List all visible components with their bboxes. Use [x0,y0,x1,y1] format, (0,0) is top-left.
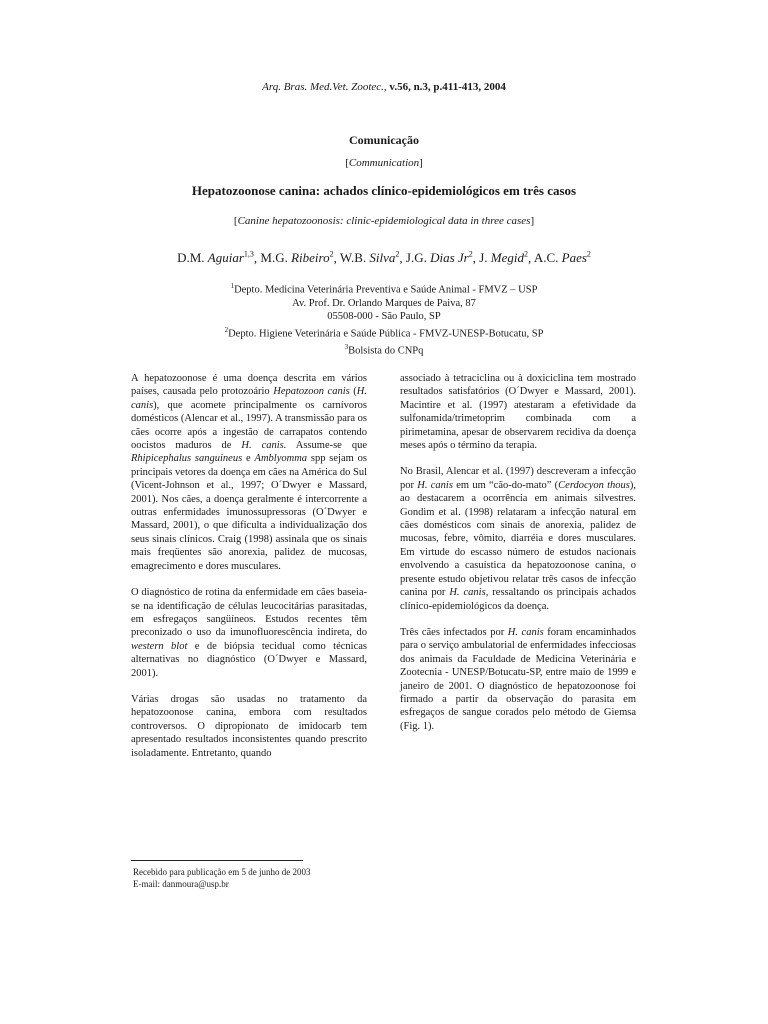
affiliation-line: Av. Prof. Dr. Orlando Marques de Paiva, 87 [292,297,476,309]
author: A.C. Paes$^2$ [533,250,591,266]
author: D.M. Aguiar$^{1,3}$ [177,250,254,266]
body-column-right [400,372,636,746]
paragraph: associado à tetraciclina ou à doxiciclina tem mostrado resultados satisfatórios (O´Dwyer e Massard, 2001). Macintire et al. (1997) atestaram a efetividade da sulfonamida/trimetoprim combinada com a pirimetamina, apesar de observarem recidiva da doença meses após o término da terapia. [400,373,636,452]
paragraph: O diagnóstico de rotina da enfermidade em cães baseia-se na identificação de células leucocitárias parasitadas, em esfregaços sangüíneos. Estudos recentes têm preconizado o uso da imunofluorescência indireta, do western blot e de biópsia tecidual como técnicas alternativas no diagnóstico (O´Dwyer e Massard, 2001). [131,587,367,679]
footnote-received: Recebido para publicação em 5 de junho de 2003 [133,867,311,877]
affiliation-line: 05508-000 - São Paulo, SP [327,311,441,323]
paragraph: No Brasil, Alencar et al. (1997) descreveram a infecção por H. canis em um “cão-do-mato” (Cerdocyon thous), ao destacarem a ocorrência em animais silvestres. Gondim et al. (1998) relataram a infecção natural em cães domésticos com sinais de anorexia, palidez de mucosas, febre, vômito, diarréia e dores musculares. Em virtude do escasso número de estudos nacionais envolvendo a casuística da hepatozoonose canina, o presente estudo objetivou relatar três casos de infecção canina por H. canis, ressaltando os principais achados clínico-epidemiológicos da doença. [400,466,637,612]
affiliation-line: $^1$Depto. Medicina Veterinária Preventiva e Saúde Animal - FMVZ – USP [230,282,538,296]
journal-citation [0,81,768,93]
journal-name: Arq. Bras. Med.Vet. Zootec., [262,81,387,93]
body-column-left [131,372,367,773]
journal-volume: v.56, n.3, p.411-413, 2004 [389,81,506,93]
author: J. Megid$^2$ [479,250,529,266]
author: M.G. Ribeiro$^2$ [260,250,334,266]
affiliations [0,280,768,358]
author-list: D.M. Aguiar$^{1,3}$, M.G. Ribeiro$^2$, W.B. Silva$^2$, J.G. Dias Jr$^2$, J. Megid$^2$, A.C. Paes$^2$ [177,250,591,266]
section-label: Comunicação [349,133,419,147]
paragraph: Várias drogas são usadas no tratamento da hepatozoonose canina, embora com resultados controversos. O dipropionato de imidocarb tem apresentado resultados inconsistentes quando prescrito isoladamente. Entretanto, quando [131,693,367,759]
section-label-en: [Communication] [345,157,423,169]
affiliation-line: $^3$Bolsista do CNPq [344,342,424,357]
paragraph: A hepatozoonose é uma doença descrita em vários países, causada pelo protozoário Hepatozoon canis (H. canis), que acomete principalmente os carnívoros domésticos (Alencar et al., 1997). A transmissão para os cães ocorre após a ingestão de carrapatos contendo oocistos maduros de H. canis. Assume-se que Rhipicephalus sanguineus e Amblyomma spp sejam os principais vetores da doença em cães na América do Sul (Vicent-Johnson et al., 1997; O´Dwyer e Massard, 2001). Nos cães, a doença geralmente é intercorrente a outras enfermidades imunossupressoras (O´Dwyer e Massard, 2001), o que dificulta a individualização dos seus sinais clínicos. Craig (1998) assinala que os sinais mais freqüentes são anorexia, palidez de mucosas, emagrecimento e dores musculares. [131,373,367,572]
affiliation-line: $^2$Depto. Higiene Veterinária e Saúde Pública - FMVZ-UNESP-Botucatu, SP [224,325,544,340]
footnote-divider [131,860,303,861]
author: W.B. Silva$^2$ [339,250,400,266]
article-title-en: [Canine hepatozoonosis: clinic-epidemiological data in three cases] [233,215,535,227]
paragraph: Três cães infectados por H. canis foram encaminhados para o serviço ambulatorial de enfermidades infecciosas dos animais da Faculdade de Medicina Veterinária e Zootecnia - UNESP/Botucatu-SP, entre maio de 1999 e janeiro de 2001. O diagnóstico de hepatozoonose foi firmado a partir da observação do parasita em esfregaços de sangue corados pelo método de Giemsa (Fig. 1). [400,626,637,732]
footnotes [133,866,310,890]
author: J.G. Dias Jr$^2$ [405,250,473,266]
article-title: Hepatozoonose canina: achados clínico-epidemiológicos em três casos [191,183,577,198]
footnote-email: E-mail: danmoura@usp.br [133,879,229,889]
